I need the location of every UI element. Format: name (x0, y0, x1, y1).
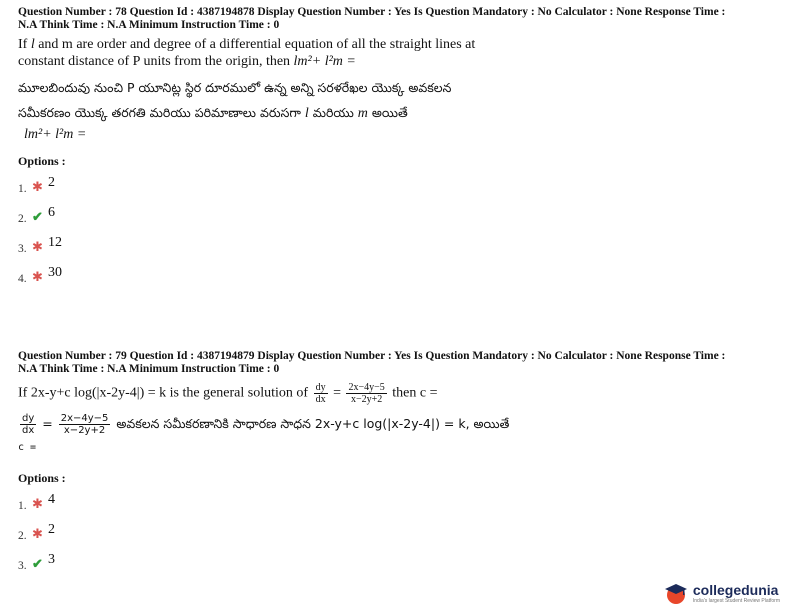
option-number: 2. (18, 213, 27, 225)
question-79-telugu-text (18, 413, 778, 455)
q78-option-2[interactable] (18, 201, 778, 231)
wrong-mark-icon: ✱ (32, 179, 43, 194)
rhs-denominator: x−2y+2 (63, 425, 106, 436)
correct-check-icon: ✔ (32, 556, 43, 571)
q79-text-post: then c = (392, 385, 438, 401)
question-79-meta-line2: N.A Think Time : N.A Minimum Instruction Time : 0 (18, 363, 280, 375)
q78-option-1[interactable] (18, 171, 778, 201)
question-79-options (18, 488, 778, 578)
option-number: 3. (18, 560, 27, 572)
q79-rhs-fraction (346, 382, 386, 405)
wrong-mark-icon: ✱ (32, 239, 43, 254)
q78-text-if: If (18, 37, 28, 52)
option-number: 3. (18, 243, 27, 255)
dx-denominator: dx (315, 394, 326, 405)
q79-option-3[interactable] (18, 548, 778, 578)
q78-telugu-line2-text: సమీకరణం యొక్క తరగతి మరియు పరిమాణాలు వరుసగా (18, 105, 301, 120)
graduation-cap-icon (663, 580, 689, 606)
option-value: 30 (48, 265, 62, 280)
q78-text-line2: constant distance of P units from the origin, then (18, 54, 291, 69)
dy-numerator: dy (315, 382, 326, 393)
collegedunia-logo (663, 580, 780, 606)
question-78-english-text (18, 36, 778, 70)
q79-text-pre: If 2x-y+c log(|x-2y-4|) = k is the general solution of (18, 385, 309, 401)
option-number: 1. (18, 500, 27, 512)
q78-option-4[interactable] (18, 261, 778, 291)
option-value: 6 (48, 205, 55, 220)
correct-check-icon: ✔ (32, 209, 43, 224)
dx-denominator: dx (22, 425, 35, 436)
option-value: 2 (48, 522, 55, 537)
question-78-meta-line2: N.A Think Time : N.A Minimum Instruction Time : 0 (18, 19, 280, 31)
wrong-mark-icon: ✱ (32, 269, 43, 284)
q78-telugu-expression: lm²+ l²m = (24, 127, 87, 142)
q78-text-mid: and m are order and degree of a differential equation of all the straight lines at (38, 37, 476, 52)
option-value: 3 (48, 552, 55, 567)
q78-telugu-line1: మూలబిందువు నుంచి P యూనిట్ల స్థిర దూరములో ఉన్న అన్ని సరళరేఖల యొక్క అవకలన (18, 80, 452, 95)
q79-telugu-derivative-fraction (20, 413, 36, 436)
question-79-english-text (18, 382, 778, 405)
rhs-denominator: x−2y+2 (350, 394, 383, 405)
equals-sign: = (333, 385, 341, 401)
q78-telugu-var-l: l (304, 106, 309, 121)
q79-derivative-fraction (314, 382, 328, 405)
wrong-mark-icon: ✱ (32, 496, 43, 511)
q78-telugu-and: మరియు (312, 105, 354, 120)
option-value: 12 (48, 235, 62, 250)
logo-tagline: India's largest Student Review Platform (692, 598, 780, 604)
option-value: 2 (48, 175, 55, 190)
rhs-numerator: 2x−4y−5 (60, 413, 109, 424)
question-78-telugu-text (18, 80, 778, 142)
q78-telugu-var-m: m (357, 106, 368, 121)
wrong-mark-icon: ✱ (32, 526, 43, 541)
dy-numerator: dy (22, 413, 35, 424)
q78-expression: lm²+ l²m = (293, 54, 356, 69)
question-78-options (18, 171, 778, 291)
q78-telugu-then: అయితే (371, 105, 408, 120)
q79-option-1[interactable] (18, 488, 778, 518)
question-78 (18, 6, 778, 291)
option-number: 1. (18, 183, 27, 195)
q78-option-3[interactable] (18, 231, 778, 261)
logo-brand-text: collegedunia (692, 582, 779, 598)
q79-telugu-c: c = (18, 442, 37, 453)
question-79-options-label: Options : (18, 471, 66, 485)
question-79-meta-line1: Question Number : 79 Question Id : 4387194879 Display Question Number : Yes Is Question Mandatory : No Calculator : None Response Time : (18, 350, 726, 362)
question-78-meta-line1: Question Number : 78 Question Id : 4387194878 Display Question Number : Yes Is Question Mandatory : No Calculator : None Response Time : (18, 6, 726, 18)
q78-telugu-line2 (18, 105, 778, 121)
rhs-numerator: 2x−4y−5 (348, 382, 385, 393)
q79-telugu-rhs-fraction (59, 413, 111, 436)
option-value: 4 (48, 492, 55, 507)
option-number: 2. (18, 530, 27, 542)
option-number: 4. (18, 273, 27, 285)
equals-sign: = (42, 416, 53, 431)
question-79 (18, 350, 778, 578)
q79-option-2[interactable] (18, 518, 778, 548)
q78-var-l: l (30, 37, 35, 52)
q79-telugu-text-post: అవకలన సమీకరణానికి సాధారణ సాధన 2x-y+c log(|x-2y-4|) = k, అయితే (116, 416, 510, 431)
question-78-options-label: Options : (18, 154, 66, 168)
